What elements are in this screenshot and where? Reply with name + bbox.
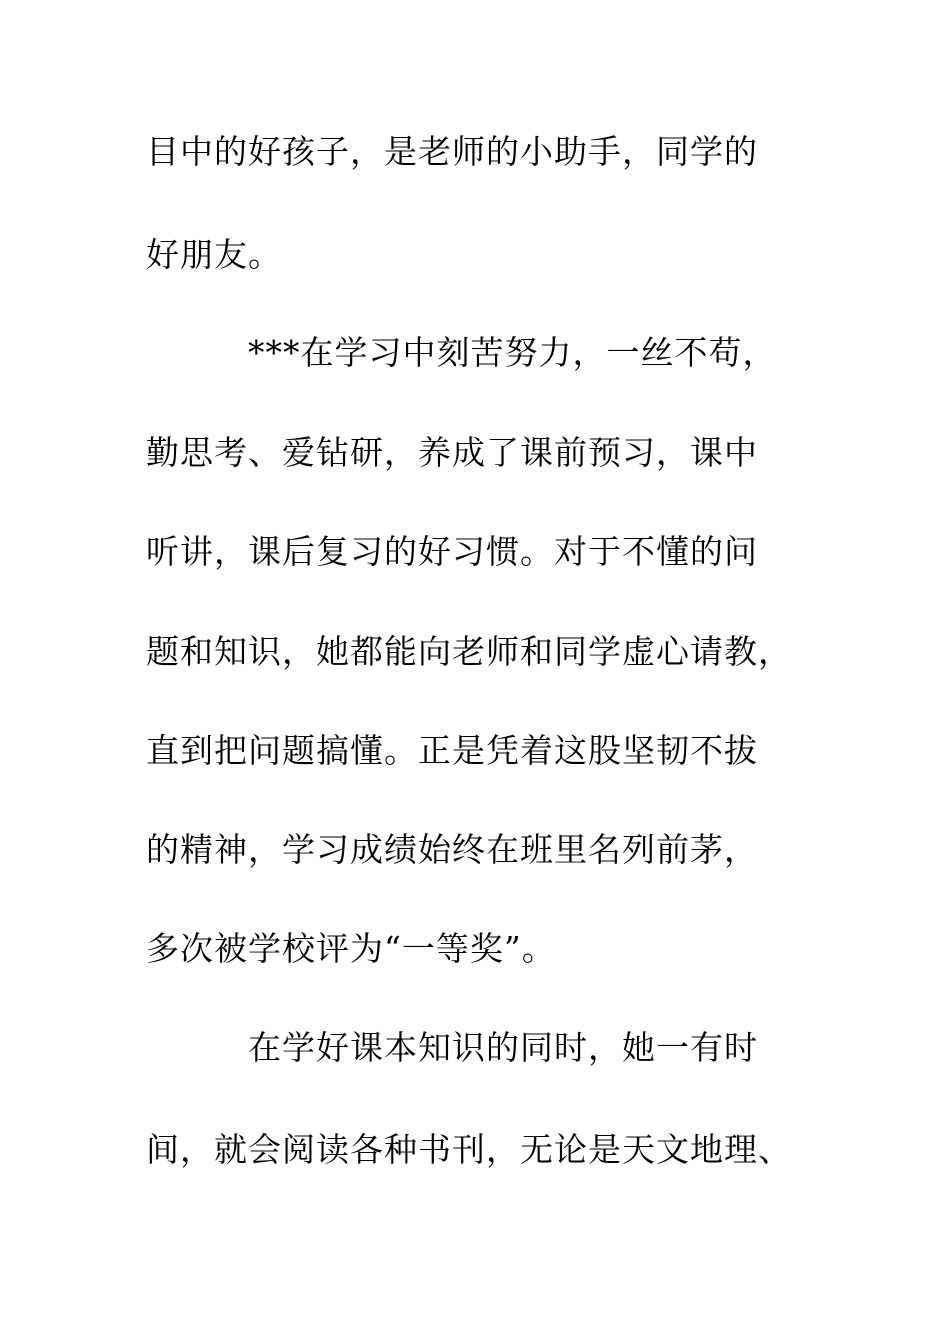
paragraph-start-line: 在学好课本知识的同时，她一有时 <box>248 1028 758 1067</box>
text-line: 勤思考、爱钻研，养成了课前预习，课中 <box>146 433 758 472</box>
text-line: 的精神，学习成绩始终在班里名列前茅， <box>146 830 758 869</box>
text-line: 好朋友。 <box>146 235 282 274</box>
text-line: 多次被学校评为“一等奖”。 <box>146 929 556 968</box>
text-line: 间，就会阅读各种书刊，无论是天文地理、 <box>146 1130 792 1169</box>
text-line: 听讲，课后复习的好习惯。对于不懂的问 <box>146 532 758 571</box>
text-line: 直到把问题搞懂。正是凭着这股坚韧不拔 <box>146 731 758 770</box>
paragraph-start-line: ***在学习中刻苦努力，一丝不苟， <box>248 333 777 372</box>
text-line: 题和知识，她都能向老师和同学虚心请教， <box>146 632 792 671</box>
text-line: 目中的好孩子，是老师的小助手，同学的 <box>146 132 758 171</box>
